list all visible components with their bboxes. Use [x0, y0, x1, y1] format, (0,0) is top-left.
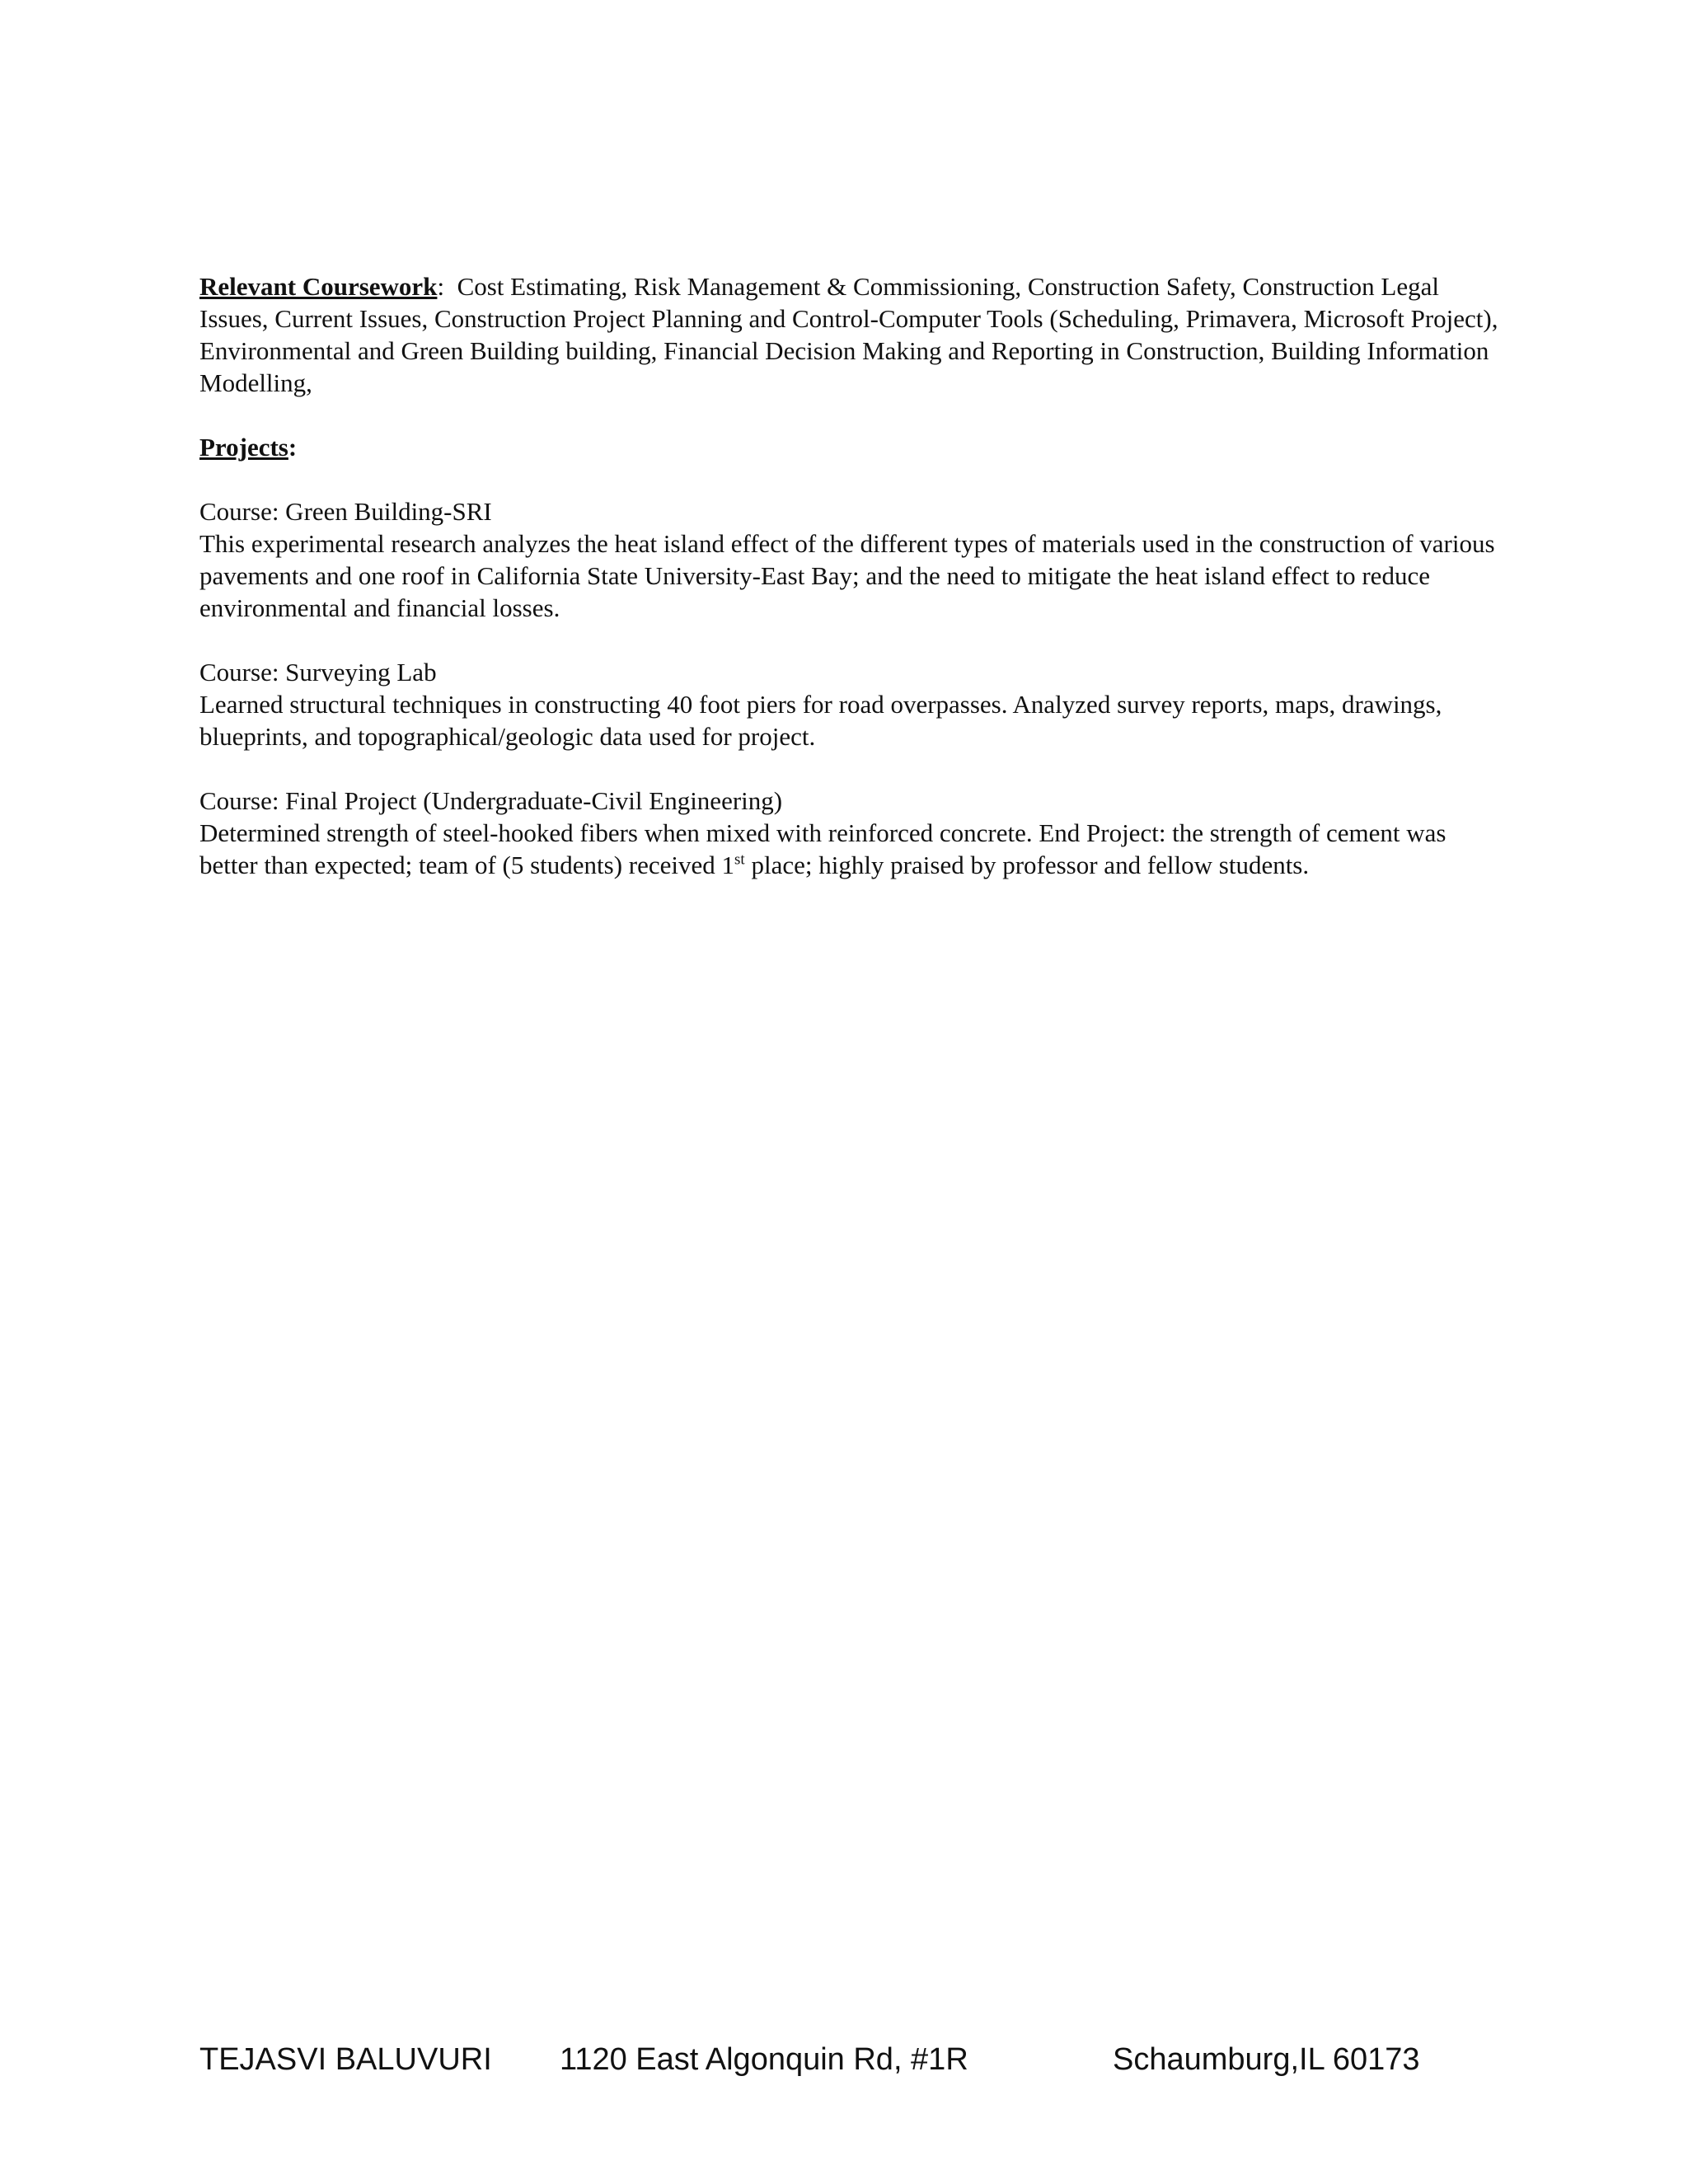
project-item [199, 495, 1502, 624]
project-description: This experimental research analyzes the heat island effect of the different types of materials used in the construction of various pavements and one roof in California State University-East Bay; and the need to mitigate the heat island effect to reduce environmental and financial losses. [199, 529, 1495, 622]
project-item [199, 656, 1502, 752]
coursework-label: Relevant Coursework [199, 272, 438, 301]
ordinal-suffix: st [734, 851, 745, 869]
description-part: place; highly praised by professor and fellow students. [744, 851, 1310, 879]
project-item [199, 785, 1502, 881]
coursework-text: Cost Estimating, Risk Management & Commissioning, Construction Safety, Construction Legal Issues, Current Issues, Construction Project Planning and Control-Computer Tools (Scheduling, Primavera, Microsoft Project), Environmental and Green Building building, Financial Decision Making and Reporting in Construction, Building Information Modelling, [199, 272, 1498, 397]
footer-name: TEJASVI BALUVURI [199, 2042, 492, 2077]
page-footer [199, 2039, 1535, 2080]
project-description: Learned structural techniques in constructing 40 foot piers for road overpasses. Analyzed survey reports, maps, drawings, blueprints, and topographical/geologic data used for project. [199, 690, 1442, 751]
projects-separator: : [288, 433, 298, 462]
description-part: Determined strength of steel-hooked fibers when mixed with reinforced concrete. End Project: the strength of cement was better than expected; team of (5 students) received 1 [199, 818, 1447, 879]
project-course: Course: Final Project (Undergraduate-Civil Engineering) [199, 786, 783, 815]
projects-label: Projects [199, 433, 288, 462]
project-course: Course: Green Building-SRI [199, 497, 492, 526]
projects-heading [199, 431, 1502, 463]
coursework-separator: : [437, 272, 445, 301]
project-description [199, 817, 1502, 881]
page-content [199, 270, 1502, 881]
coursework-paragraph [199, 270, 1502, 399]
project-course: Course: Surveying Lab [199, 658, 437, 687]
footer-address: 1120 East Algonquin Rd, #1R [560, 2042, 968, 2077]
footer-city: Schaumburg,IL 60173 [1113, 2042, 1420, 2077]
